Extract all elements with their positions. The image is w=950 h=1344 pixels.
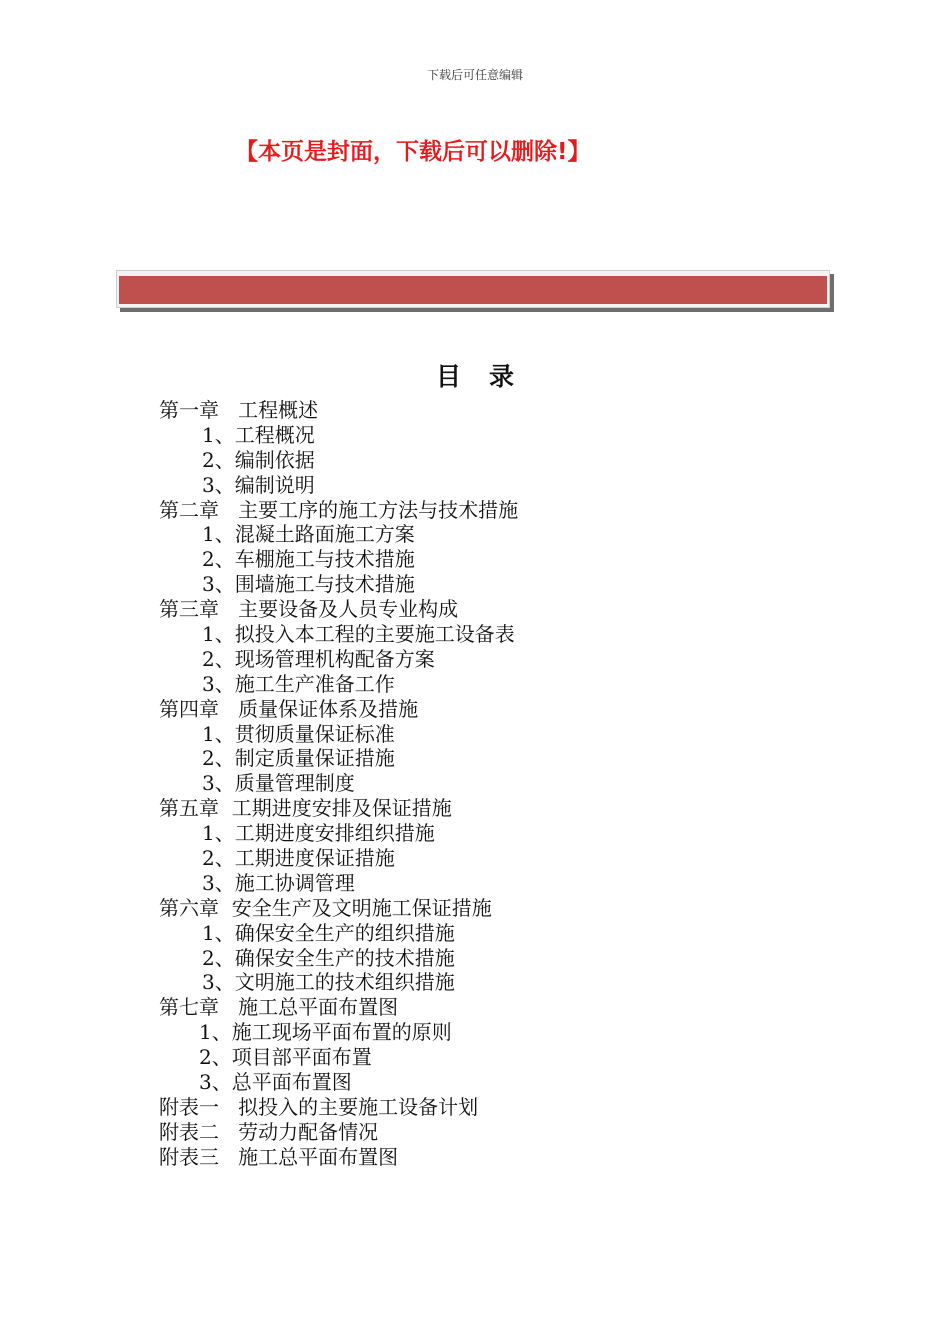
- toc-item: 2、工期进度保证措施: [202, 846, 395, 871]
- toc-item: 3、文明施工的技术组织措施: [202, 970, 455, 995]
- toc-item: 1、工程概况: [202, 422, 315, 447]
- toc-appendix: 附表三 施工总平面布置图: [159, 1144, 399, 1169]
- toc-title: 目录: [435, 362, 542, 391]
- toc-item: 2、项目部平面布置: [199, 1045, 372, 1070]
- toc-appendix: 附表一 拟投入的主要施工设备计划: [159, 1094, 479, 1119]
- toc-item: 3、编制说明: [202, 472, 315, 497]
- header-note: 下载后可任意编辑: [426, 68, 523, 82]
- toc-item: 1、混凝土路面施工方案: [202, 522, 415, 547]
- cover-notice: 【本页是封面，下载后可以删除!】: [235, 139, 591, 165]
- toc-item: 1、贯彻质量保证标准: [202, 721, 395, 746]
- toc-item: 3、施工协调管理: [202, 870, 355, 895]
- toc-item: 1、确保安全生产的组织措施: [202, 920, 455, 945]
- toc-item: 2、确保安全生产的技术措施: [202, 945, 455, 970]
- toc-chapter: 第三章 主要设备及人员专业构成: [159, 597, 459, 622]
- toc-item: 1、施工现场平面布置的原则: [199, 1020, 452, 1045]
- toc-appendix: 附表二 劳动力配备情况: [159, 1119, 379, 1144]
- toc-item: 3、质量管理制度: [202, 771, 355, 796]
- decorative-banner: [116, 270, 834, 312]
- toc-chapter: 第六章 安全生产及文明施工保证措施: [159, 895, 492, 920]
- toc-item: 2、制定质量保证措施: [202, 746, 395, 771]
- toc-item: 2、编制依据: [202, 447, 315, 472]
- table-of-contents: [159, 398, 799, 1170]
- banner-fill: [119, 276, 827, 304]
- toc-chapter: 第七章 施工总平面布置图: [159, 995, 399, 1020]
- toc-item: 3、总平面布置图: [199, 1070, 352, 1095]
- toc-chapter: 第四章 质量保证体系及措施: [159, 696, 419, 721]
- toc-chapter: 第二章 主要工序的施工方法与技术措施: [159, 497, 519, 522]
- toc-item: 3、围墙施工与技术措施: [202, 572, 415, 597]
- toc-item: 3、施工生产准备工作: [202, 671, 395, 696]
- toc-chapter: 第五章 工期进度安排及保证措施: [159, 796, 452, 821]
- toc-item: 1、拟投入本工程的主要施工设备表: [202, 622, 515, 647]
- toc-item: 2、车棚施工与技术措施: [202, 547, 415, 572]
- toc-chapter: 第一章 工程概述: [159, 398, 319, 422]
- toc-item: 2、现场管理机构配备方案: [202, 646, 435, 671]
- toc-item: 1、工期进度安排组织措施: [202, 821, 435, 846]
